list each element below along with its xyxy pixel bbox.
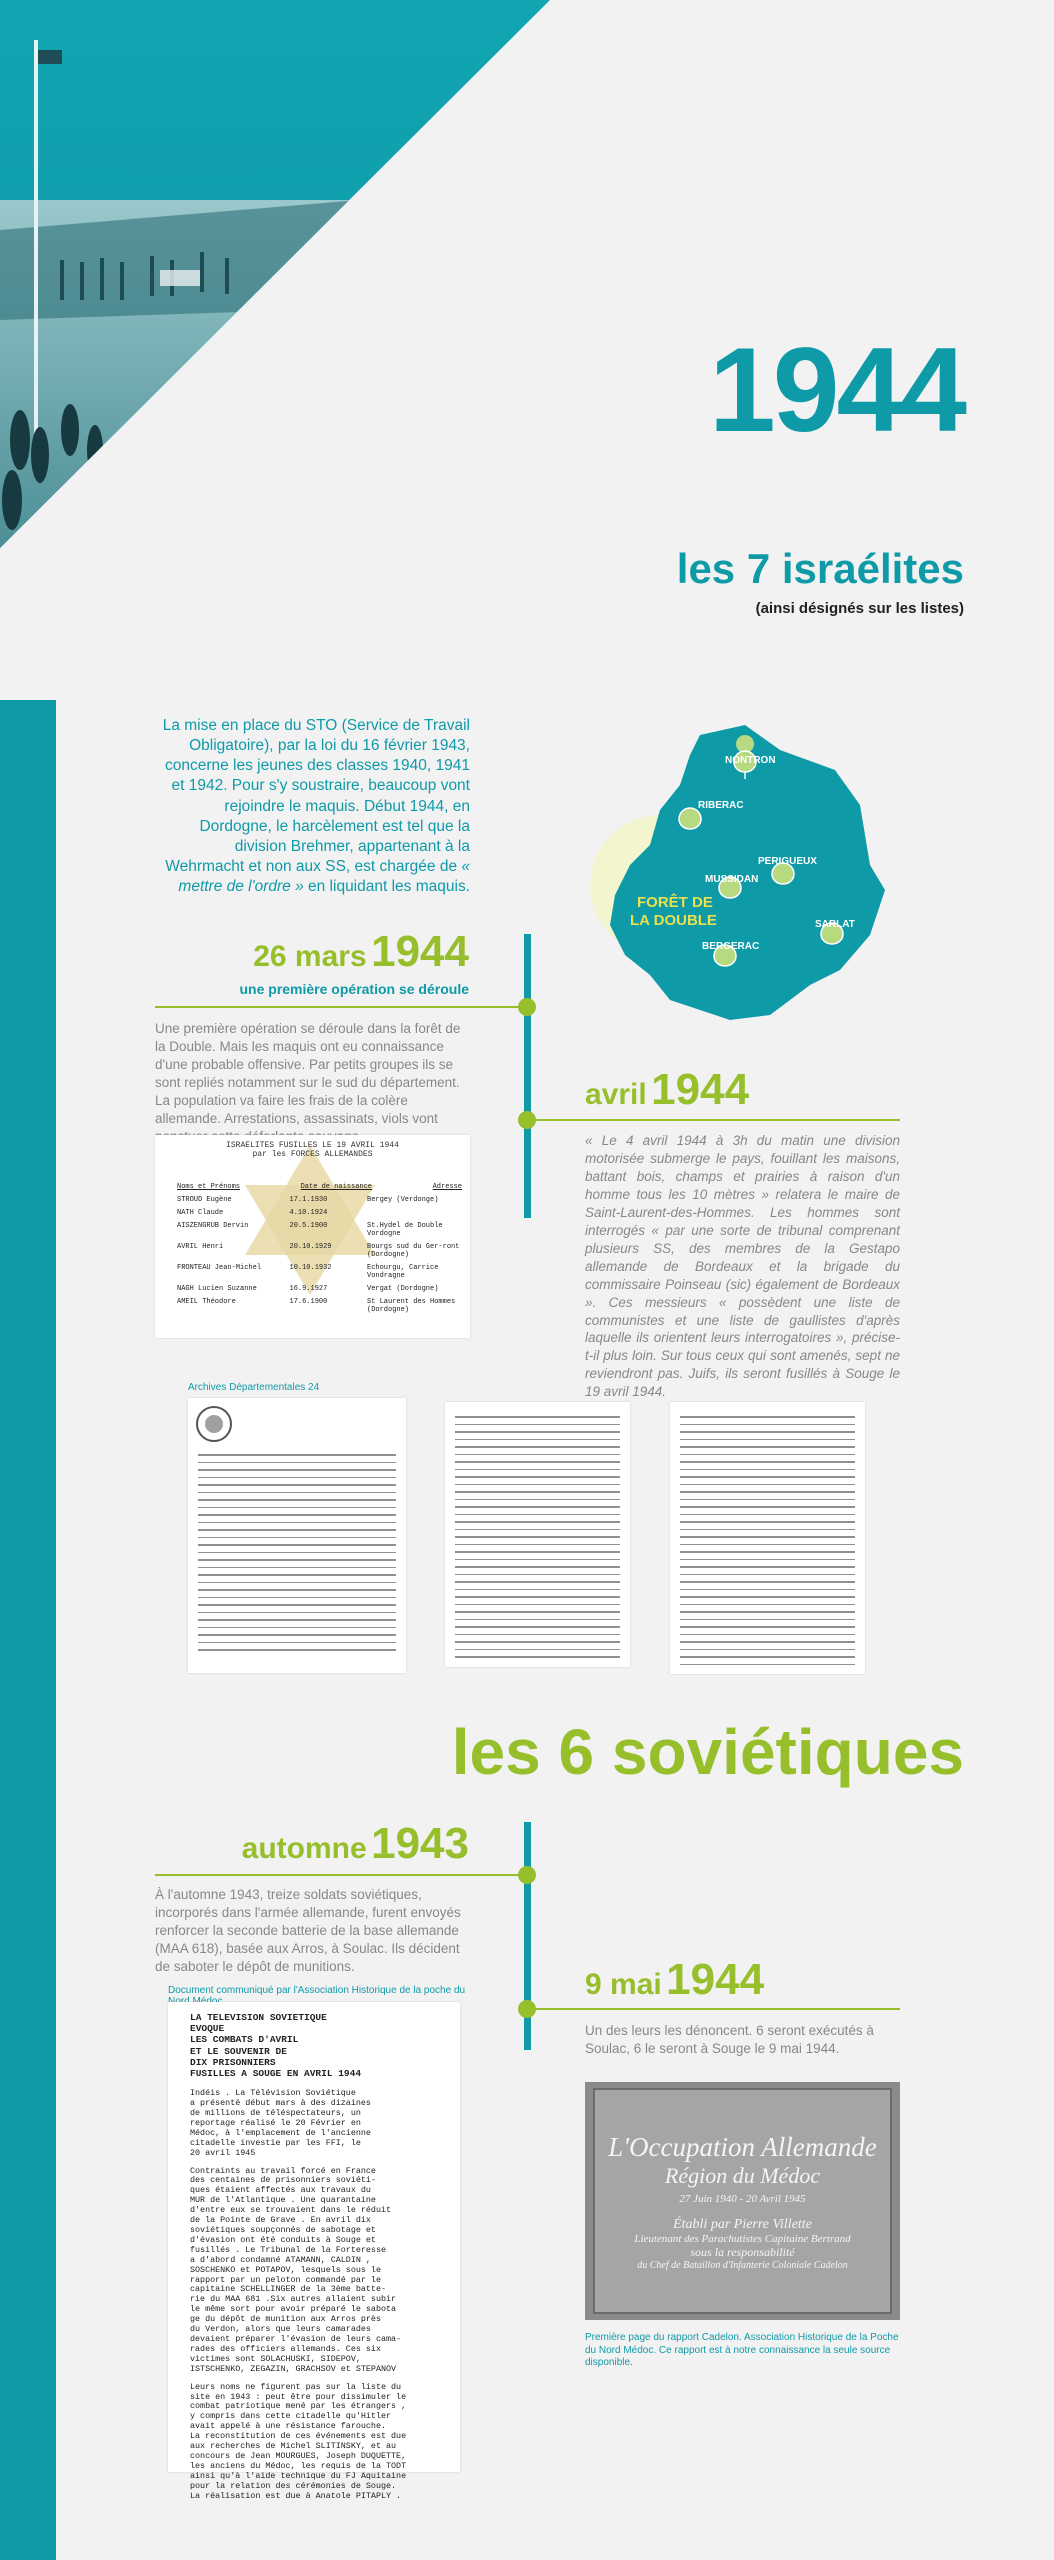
sovietiques-section-title: les 6 soviétiques [451, 1716, 964, 1788]
map-label-perigueux: PERIGUEUX [758, 856, 817, 867]
tv-doc-para1: Indéis . La Télévision Soviétique a présenté début mars à des dizaines de millions de téléspectateurs, un reportage réalisé le 20 Février en Médoc, à l'emplacement de l'ancienne citadelle investie par les FFI, le 20 avril 1945 [190, 2088, 371, 2158]
tv-document-caption: Document communiqué par l'Association Historique de la poche du [168, 1985, 466, 1996]
list-col-address: Adresse [432, 1183, 462, 1191]
list-row [177, 1298, 462, 1314]
list-title-2: par les FORCES ALLEMANDES [252, 1150, 373, 1159]
report-line-1: L'Occupation Allemande [608, 2132, 877, 2162]
handwritten-letter-2 [445, 1402, 630, 1667]
list-col-name: Noms et Prénoms [177, 1183, 241, 1191]
list-cell-address: St.Hydel de Double Vordogne [367, 1222, 443, 1238]
list-cell-date: 10.10.1932 [289, 1264, 332, 1272]
list-row [177, 1222, 462, 1238]
timeline-dot-may [518, 2000, 536, 2018]
list-cell-name: AVRIL Henri [177, 1243, 224, 1251]
report-line-4: Établi par Pierre Villette [673, 2217, 812, 2232]
map-label-mussidan: MUSSIDAN [705, 874, 759, 885]
tv-doc-header: LA TELEVISION SOVIETIQUE EVOQUE LES COMBATS D'AVRIL ET LE SOUVENIR DE DIX PRISONNIERS FUSILLES A SOUGE EN AVRIL 1944 [190, 2012, 362, 2080]
list-title-1: ISRAELITES FUSILLES LE 19 AVRIL 1944 [226, 1141, 399, 1150]
list-row [177, 1196, 462, 1204]
list-cell-name: AISZENGRUB Dervin [177, 1222, 249, 1230]
archives-caption: Archives Départementales 24 [188, 1382, 320, 1393]
intro-quote: « mettre de l'ordre » [178, 857, 470, 896]
list-row [177, 1243, 462, 1259]
report-line-7: du Chef de Bataillon d'Infanterie Coloniale Cadelon [637, 2260, 848, 2271]
map-label-riberac: RIBERAC [698, 800, 744, 811]
handwritten-letter-1 [188, 1398, 406, 1673]
date-26-mars-subtitle: une première opération se déroule [239, 981, 469, 997]
date-automne-1943: automne 1943 [241, 1819, 469, 1868]
timeline-dot-autumn [518, 1866, 536, 1884]
list-cell-date: 17.6.1900 [289, 1298, 328, 1306]
israelites-section-subtitle: (ainsi désignés sur les listes) [755, 600, 964, 617]
list-cell-date: 20.5.1900 [289, 1222, 328, 1230]
list-cell-address: Echourgu, Carrice Vondragne [367, 1264, 439, 1280]
report-cover-document [585, 2082, 900, 2320]
seal-icon [194, 1404, 234, 1444]
list-cell-date: 16.9.1927 [289, 1285, 328, 1293]
timeline-tick-may [530, 2008, 900, 2010]
report-line-2: Région du Médoc [664, 2163, 821, 2188]
report-caption: Première page du rapport Cadelon. Association Historique de la Poche du Nord Médoc. Ce rapport est à notre connaissance la seule source disponible. [585, 2332, 899, 2368]
intro-text-part1: La mise en place du STO (Service de Travail Obligatoire), par la loi du 16 février 1943, concerne les jeunes des classes 1940, 1941 et 1942. Pour s'y soustraire, beaucoup vont rejoindre le maquis. Début 1944, en Dordogne, le harcèlement est tel que la division Brehmer, appartenant à la Wehrmacht et non aux SS, est chargée de [162, 717, 470, 875]
map-label-sarlat: SARLAT [815, 919, 855, 930]
list-rows [177, 1196, 462, 1314]
date-avril: avril 1944 [585, 1065, 750, 1114]
israelites-list-document [155, 1135, 470, 1338]
list-cell-name: NATH Claude [177, 1209, 224, 1217]
list-cell-date: 17.1.1930 [289, 1196, 328, 1204]
timeline-line-israelites [524, 934, 531, 1218]
map-label-nontron: NONTRON [725, 755, 776, 766]
map-label-bergerac: BERGERAC [702, 941, 760, 952]
list-row [177, 1285, 462, 1293]
event-may-text: Un des leurs les dénoncent. 6 seront exécutés à Soulac, 6 le seront à Souge le 9 mai 1944. [585, 2023, 874, 2056]
list-cell-name: NAGH Lucien Suzanne [177, 1285, 257, 1293]
map-forest-label-2: LA DOUBLE [630, 912, 717, 929]
israelites-section-title: les 7 israélites [676, 545, 964, 592]
timeline-dot-march [518, 998, 536, 1016]
date-9-mai-1944: 9 mai 1944 [585, 1955, 765, 2004]
tv-doc-para3: Leurs noms ne figurent pas sur la liste du site en 1943 : peut être pour dissimuler le combat patriotique mené par les étrangers , y compris dans cette citadelle qu'Hitler avait appelé à une résistance farouche. La reconstitution de ces événements est due aux recherches de Michel SLITINSKY, et au concours de Jean MOURGUES, Joseph DUQUETTE, les anciens du Médoc, les requis de la TODT ainsi qu'à l'aide technique du FJ Aquitaine pour la relation des cérémonies de Souge. La réalisation est due à Anatole PITAPLY . [190, 2381, 407, 2501]
timeline-tick-april [530, 1119, 900, 1121]
dordogne-map [570, 715, 910, 1035]
page-year-title: 1944 [709, 323, 964, 457]
date-26-mars: 26 mars 1944 [253, 927, 469, 976]
list-cell-address: Vergat (Dordogne) [367, 1285, 439, 1293]
list-cell-name: AMEIL Théodore [177, 1298, 236, 1306]
report-line-6: sous la responsabilité [690, 2245, 795, 2259]
tv-doc-para2: Contraints au travail forcé en France des centaines de prisonniers soviéti- ques étaient affectés aux travaux du MUR de l'Atlantique . Une quarantaine d'entre eux se trouvaient dans le réduit de la Pointe de Grave . En avril dix soviétiques soupçonnés de sabotage et d'évasion ont été conduits à Souge et fusillés . Le Tribunal de la Forteresse a d'abord condamné ATAMANN, CALDIN , SOSCHENKO et POTAPOV, lesquels sous le rapport par un peloton commandé par le capitaine SCHELLINGER de la 3ème batte- rie du MAA 681 .Six autres allaient subir le même sort pour avoir préparé le sabota ge du dépôt de munition aux Arros près du Verdon, alors que leurs camarades devaient préparer l'évasion de leurs cama- rades des officiers allemands. Ces six victimes sont SOLACHUSKI, SIDEPOV, ISTSCHENKO, ZEGAZIN, GRACHSOV et STEPANOV [190, 2165, 402, 2374]
list-cell-name: FRONTEAU Jean-Michel [177, 1264, 262, 1272]
list-cell-address: St Laurent des Hommes (Dordogne) [367, 1298, 456, 1314]
report-line-5: Lieutenant des Parachutistes Capitaine Bertrand [634, 2233, 851, 2245]
list-cell-address [367, 1209, 462, 1217]
list-cell-date: 4.10.1924 [289, 1209, 328, 1217]
list-cell-date: 20.10.1929 [289, 1243, 332, 1251]
event-march-text: Une première opération se déroule dans la forêt de la Double. Mais les maquis ont eu connaissance d'une probable offensive. Par petits groupes ils se sont repliés notamment sur le sud du département. La population va faire les frais de la colère allemande. Arrestations, assassinats, viols vont [155, 1021, 461, 1126]
timeline-tick-march [155, 1006, 525, 1008]
timeline-tick-autumn [155, 1874, 525, 1876]
event-autumn-text: À l'automne 1943, treize soldats soviétiques, incorporés dans l'armée allemande, furent envoyés renforcer la seconde batterie de la base allemande (MAA 618), basée aux Arros, à Soulac. Ils décident de saboter le dépôt de munitions. [155, 1887, 461, 1974]
list-cell-address: Bergey (Verdonge) [367, 1196, 439, 1204]
list-row [177, 1209, 462, 1217]
list-cell-name: STROUD Eugène [177, 1196, 232, 1204]
report-line-3: 27 Juin 1940 - 20 Avril 1945 [679, 2193, 806, 2205]
pin-riberac-icon [679, 808, 701, 829]
intro-text-part2: en liquidant les maquis. [303, 878, 470, 896]
intro-paragraph [160, 716, 470, 897]
handwritten-letter-3 [670, 1402, 865, 1674]
television-document [168, 2002, 460, 2501]
list-row [177, 1264, 462, 1280]
left-accent-bar [0, 700, 56, 2560]
header-photo-banner [0, 0, 1054, 560]
list-col-date: Date de naissance [300, 1183, 373, 1191]
map-forest-label-1: FORÊT DE [637, 894, 713, 911]
event-april-text: « Le 4 avril 1944 à 3h du matin une division motorisée submerge le pays, fouillant les maisons, battant bois, champs et prairies à raison d'un homme tous les 10 mètres » relatera le maire de Saint-Laurent-des-Hommes. Les hommes sont interrogés « par une sorte de tribunal comprenant plusieurs SS, des membres de la Gestapo allemande de Bordeaux et la brigade du commissaire Poinseau (sic) également de Bordeaux ». Ces messieurs « possèdent une liste de communistes et une liste de gaullistes d'après laquelle ils orientent leurs interrogatoires », précise-t-il plus loin. Sur tous ceux qui sont amenés, sept ne reviendront pas. Juifs, ils seront fusillés à Souge le 19 avril 1944. [585, 1133, 900, 1400]
timeline-dot-april [518, 1111, 536, 1129]
list-cell-address: Bourgs sud du Ger-ront (Dordogne) [367, 1243, 460, 1259]
